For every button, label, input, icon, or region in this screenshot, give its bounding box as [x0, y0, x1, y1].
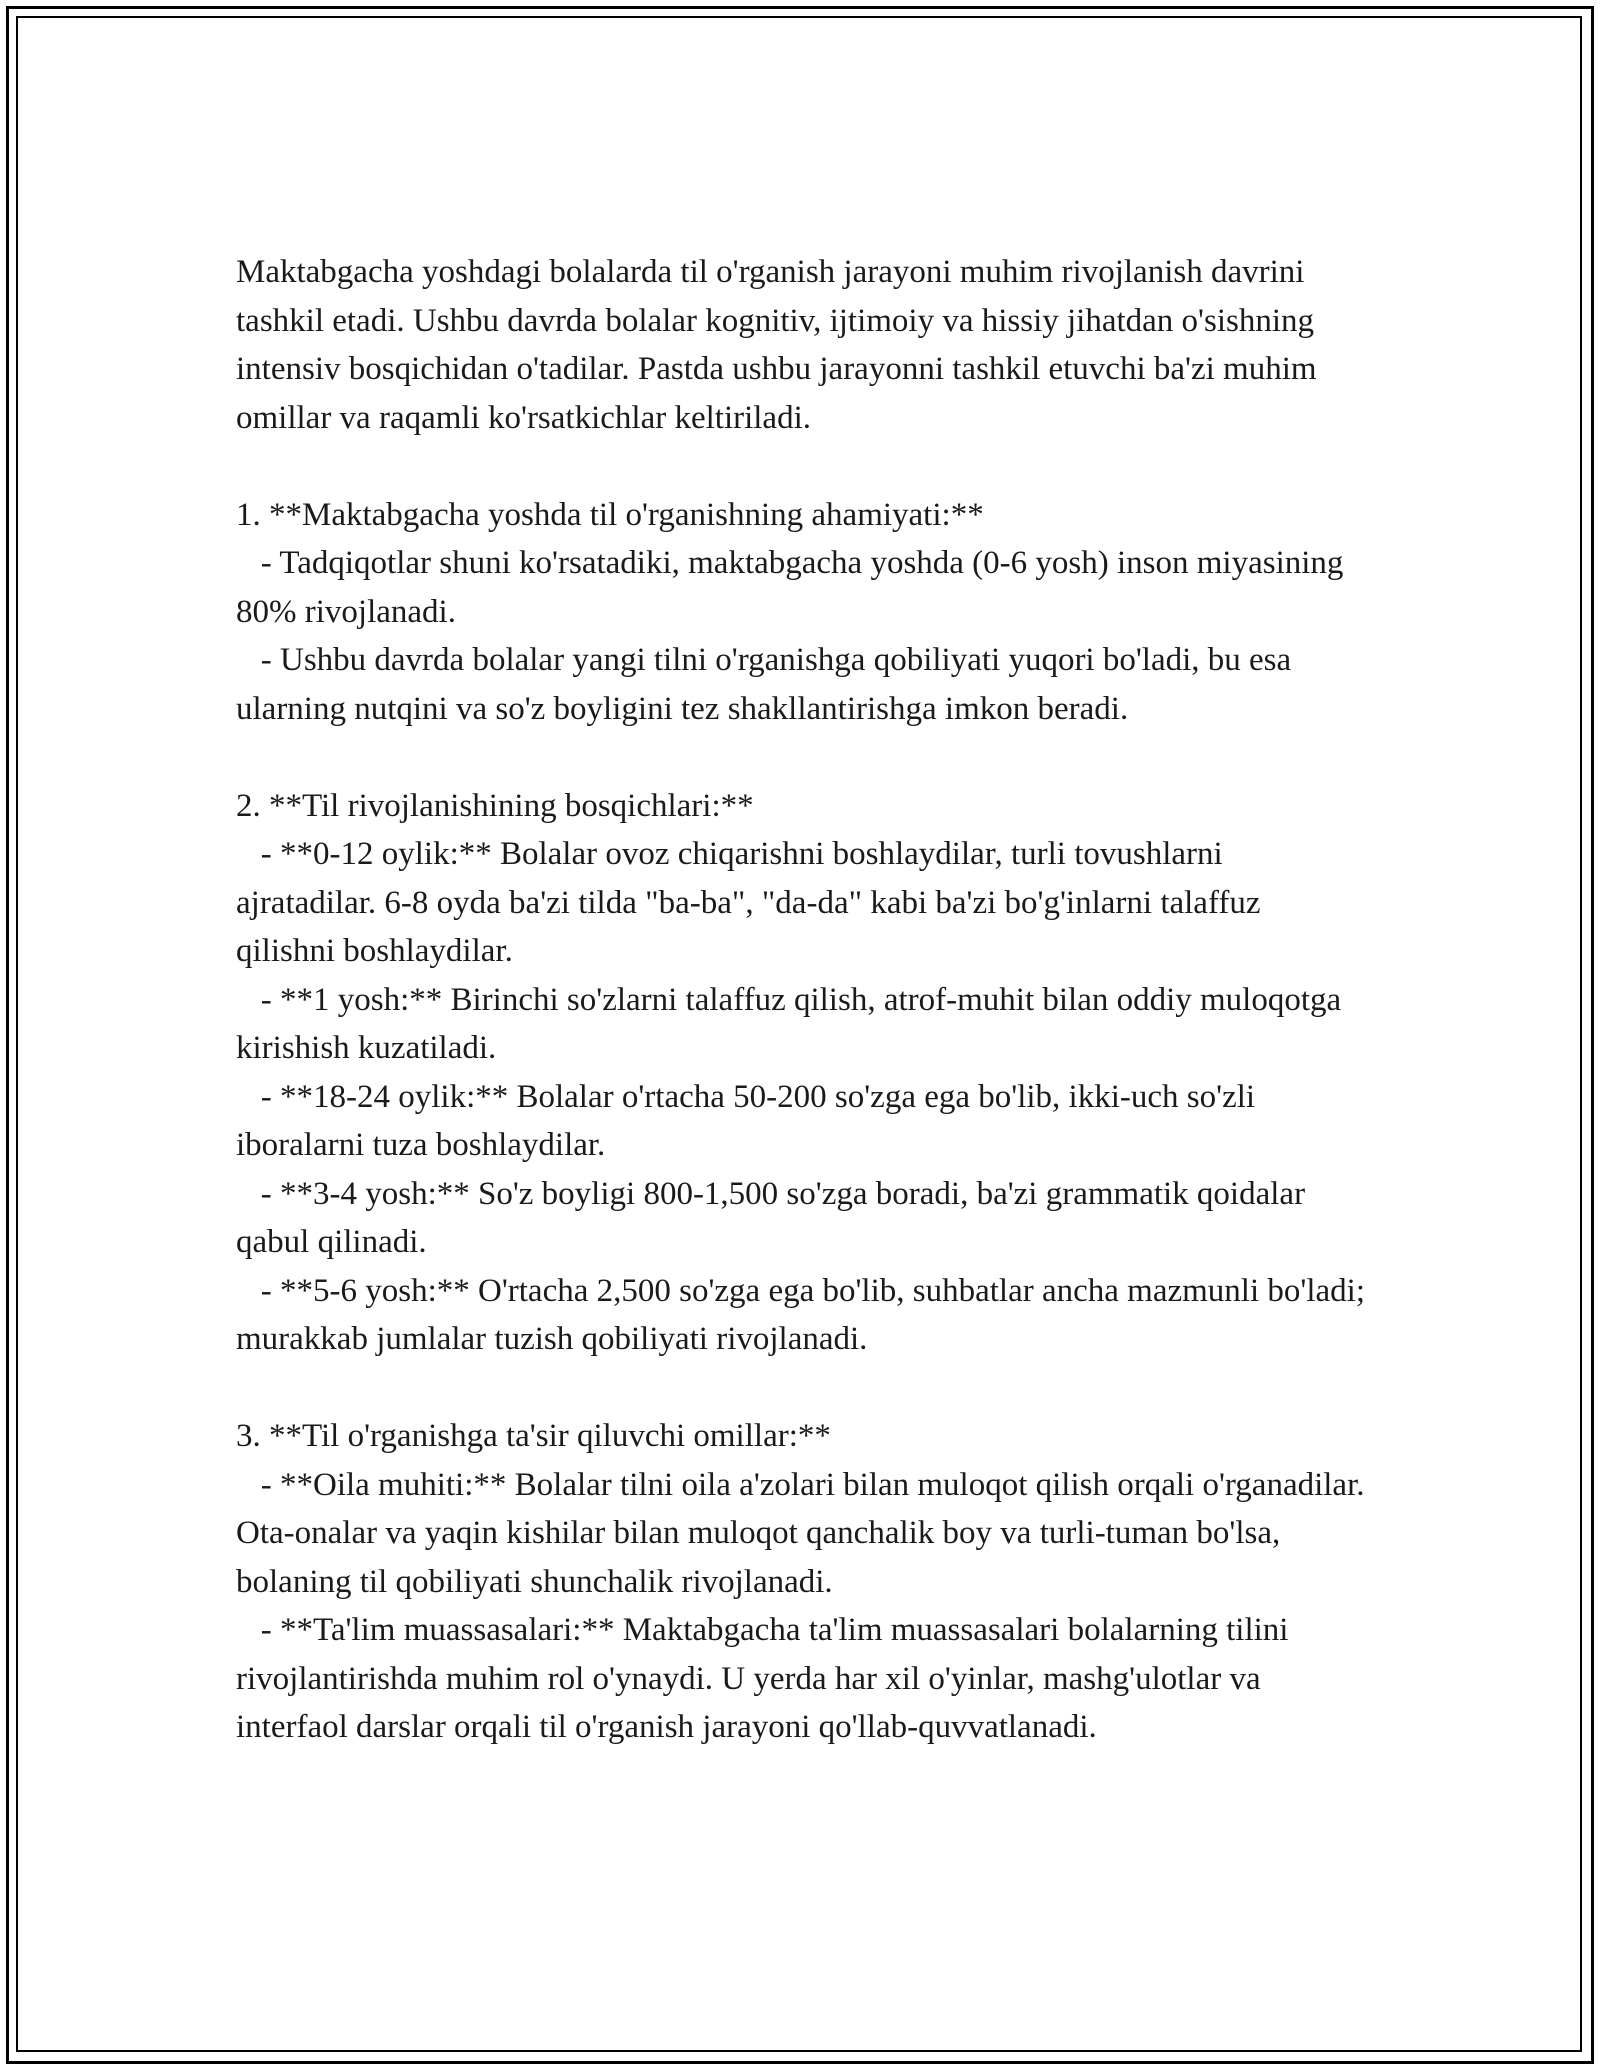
section-2-item-5: - **5-6 yosh:** O'rtacha 2,500 so'zga ega bo'lib, suhbatlar ancha mazmunli bo'ladi; murakkab jumlalar tuzish qobiliyati rivojlanadi. [236, 1272, 1374, 1357]
intro-paragraph: Maktabgacha yoshdagi bolalarda til o'rganish jarayoni muhim rivojlanish davrini tashkil etadi. Ushbu davrda bolalar kognitiv, ijtimoiy va hissiy jihatdan o'sishning intensiv bosqichidan o'tadilar. Pastda ushbu jarayonni tashkil etuvchi ba'zi muhim omillar va raqamli ko'rsatkichlar keltiriladi. [236, 254, 1325, 436]
section-2-item-1: - **0-12 oylik:** Bolalar ovoz chiqarishni boshlaydilar, turli tovushlarni ajratadilar. 6-8 oyda ba'zi tilda "ba-ba", "da-da" kabi ba'zi bo'g'inlarni talaffuz qilishni boshlaydilar. [236, 836, 1269, 969]
blank-line [236, 733, 1366, 782]
section-1-heading: 1. **Maktabgacha yoshda til o'rganishning ahamiyati:** [236, 496, 984, 533]
blank-line [236, 442, 1366, 491]
section-3-heading: 3. **Til o'rganishga ta'sir qiluvchi omillar:** [236, 1418, 831, 1454]
section-3-item-2: - **Ta'lim muassasalari:** Maktabgacha ta'lim muassasalari bolalarning tilini rivojlantirishda muhim rol o'ynaydi. U yerda har xil o'yinlar, mashg'ulotlar va interfaol darslar orqali til o'rganish jarayoni qo'llab-quvvatlanadi. [236, 1612, 1297, 1745]
blank-line [236, 1364, 1366, 1413]
section-2-item-2: - **1 yosh:** Birinchi so'zlarni talaffuz qilish, atrof-muhit bilan oddiy muloqotga kirishish kuzatiladi. [236, 981, 1350, 1066]
section-3-item-1: - **Oila muhiti:** Bolalar tilni oila a'zolari bilan muloqot qilish orqali o'rganadilar. Ota-onalar va yaqin kishilar bilan muloqot qanchalik boy va turli-tuman bo'lsa, bolaning til qobiliyati shunchalik rivojlanadi. [236, 1466, 1373, 1600]
section-2-item-3: - **18-24 oylik:** Bolalar o'rtacha 50-200 so'zga ega bo'lib, ikki-uch so'zli iboralarni tuza boshlaydilar. [236, 1078, 1264, 1163]
section-1-item-1: - Tadqiqotlar shuni ko'rsatadiki, maktabgacha yoshda (0-6 yosh) inson miyasining 80% rivojlanadi. [236, 545, 1352, 630]
section-1-item-2: - Ushbu davrda bolalar yangi tilni o'rganishga qobiliyati yuqori bo'ladi, bu esa ularning nutqini va so'z boyligini tez shakllantirishga imkon beradi. [236, 642, 1300, 727]
section-2-item-4: - **3-4 yosh:** So'z boyligi 800-1,500 so'zga boradi, ba'zi grammatik qoidalar qabul qilinadi. [236, 1175, 1314, 1260]
document-body [236, 248, 1374, 1752]
section-2-heading: 2. **Til rivojlanishining bosqichlari:** [236, 787, 754, 824]
